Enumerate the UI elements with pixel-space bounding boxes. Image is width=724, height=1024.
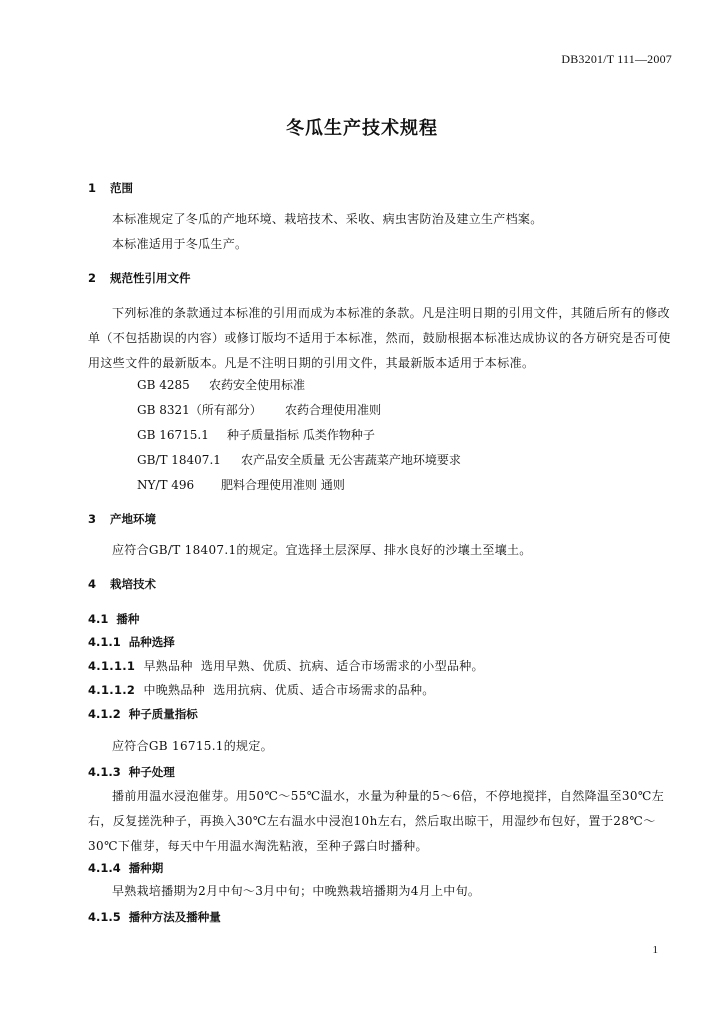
section-heading-2: 2 规范性引用文件 — [88, 271, 191, 285]
subsection-heading: 4.1 播种 — [88, 612, 140, 626]
reference-item: GB 8321（所有部分） 农药合理使用准则 — [137, 403, 382, 417]
subsection-heading: 4.1.2 种子质量指标 — [88, 707, 198, 721]
section-heading-1: 1 范围 — [88, 181, 133, 195]
section-heading-4: 4 栽培技术 — [88, 577, 156, 591]
reference-item: GB/T 18407.1 农产品安全质量 无公害蔬菜产地环境要求 — [137, 453, 461, 467]
reference-item: NY/T 496 肥料合理使用准则 通则 — [137, 478, 345, 492]
reference-item: GB 4285 农药安全使用标准 — [137, 378, 306, 392]
clause-item: 4.1.1.1 早熟品种 选用早熟、优质、抗病、适合市场需求的小型品种。 — [88, 659, 484, 673]
paragraph: 应符合GB 16715.1的规定。 — [112, 739, 273, 753]
subsection-heading: 4.1.3 种子处理 — [88, 765, 175, 779]
page-number: 1 — [652, 944, 658, 956]
page-title: 冬瓜生产技术规程 — [286, 118, 438, 139]
subsection-heading: 4.1.4 播种期 — [88, 861, 164, 875]
reference-item: GB 16715.1 种子质量指标 瓜类作物种子 — [137, 428, 375, 442]
paragraph: 早熟栽培播期为2月中旬～3月中旬；中晚熟栽培播期为4月上中旬。 — [112, 884, 481, 898]
standard-number: DB3201/T 111—2007 — [561, 52, 672, 66]
paragraph: 本标准规定了冬瓜的产地环境、栽培技术、采收、病虫害防治及建立生产档案。 — [112, 212, 543, 226]
subsection-heading: 4.1.5 播种方法及播种量 — [88, 910, 221, 924]
paragraph: 播前用温水浸泡催芽。用50℃～55℃温水，水量为种量的5～6倍，不停地搅拌，自然降温至30℃左右，反复搓洗种子，再换入30℃左右温水中浸泡10h左右，然后取出晾干，用湿纱布包好，置于28℃～30℃下催芽，每天中午用温水淘洗粘液，至种子露白时播种。 — [88, 789, 665, 853]
clause-item: 4.1.1.2 中晚熟品种 选用抗病、优质、适合市场需求的品种。 — [88, 683, 435, 697]
paragraph: 本标准适用于冬瓜生产。 — [112, 237, 248, 251]
paragraph: 下列标准的条款通过本标准的引用而成为本标准的条款。凡是注明日期的引用文件，其随后所有的修改单（不包括勘误的内容）或修订版均不适用于本标准，然而，鼓励根据本标准达成协议的各方研究是否可使用这些文件的最新版本。凡是不注明日期的引用文件，其最新版本适用于本标准。 — [88, 306, 671, 370]
section-heading-3: 3 产地环境 — [88, 512, 156, 526]
subsection-heading: 4.1.1 品种选择 — [88, 635, 175, 649]
paragraph: 应符合GB/T 18407.1的规定。宜选择土层深厚、排水良好的沙壤土至壤土。 — [112, 543, 532, 557]
